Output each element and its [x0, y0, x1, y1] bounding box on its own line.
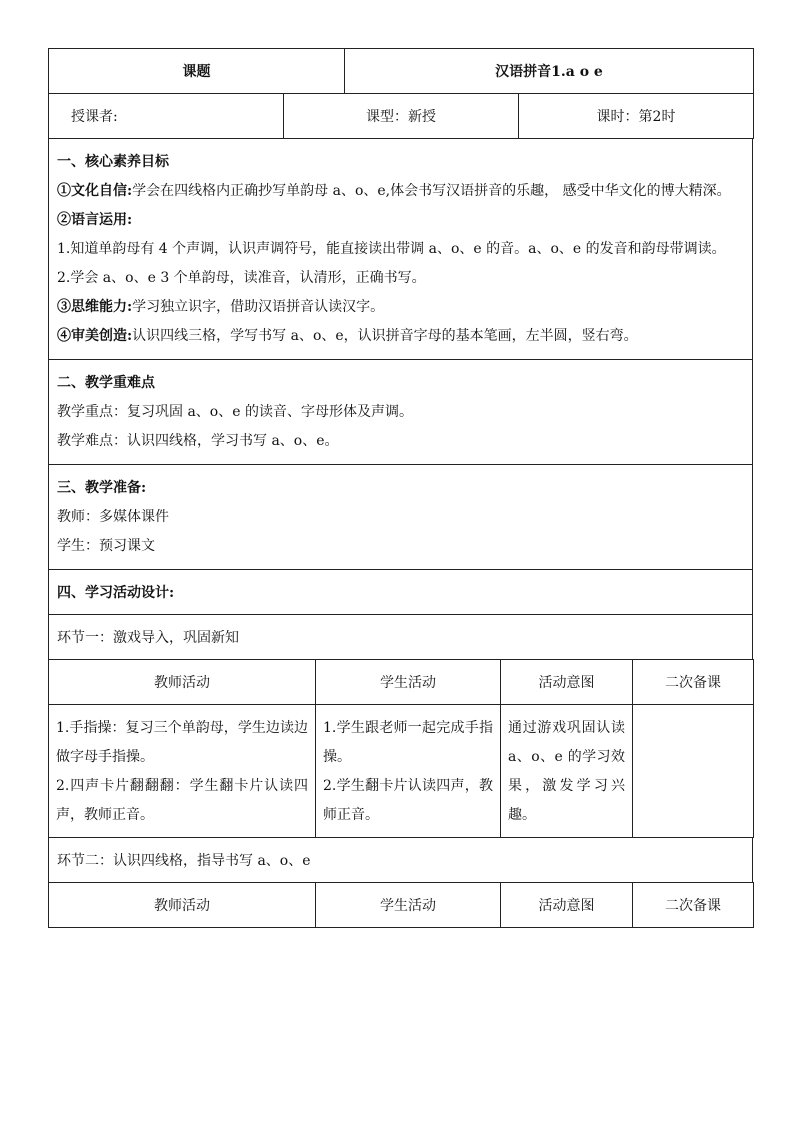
- link1-table: [48, 659, 754, 838]
- section-preparation: [49, 465, 753, 570]
- header-table: [48, 48, 754, 94]
- link2-title-table: [48, 837, 753, 883]
- title-row: [49, 49, 754, 94]
- difficult-point: 教学难点：认识四线格，学习书写 a、o、e。: [57, 433, 339, 449]
- language-item-1: 1.知道单韵母有 4 个声调，认识声调符号，能直接读出带调 a、o、e 的音。a、o、e 的发音和韵母带调读。: [57, 241, 726, 257]
- link1-content-row: [49, 705, 754, 838]
- section-key-points: [49, 360, 753, 465]
- section1-heading: 一、核心素养目标: [57, 154, 169, 170]
- sections-table: [48, 138, 753, 660]
- prep-teacher: 教师：多媒体课件: [57, 509, 169, 525]
- aesthetic-text: 认识四线三格，学写书写 a、o、e，认识拼音字母的基本笔画，左半圆，竖右弯。: [132, 328, 638, 344]
- thinking-text: 学习独立识字，借助汉语拼音认读汉字。: [132, 299, 385, 315]
- student-activity-2: 2.学生翻卡片认读四声，教师正音。: [323, 778, 493, 823]
- culture-goal: [57, 177, 744, 206]
- teacher-activity-cell: [49, 705, 316, 838]
- title-value: 汉语拼音1.a o e: [345, 49, 754, 94]
- teacher-activity-1: 1.手指操：复习三个单韵母，学生边读边做字母手指操。: [56, 720, 308, 765]
- culture-label: ①文化自信:: [57, 183, 133, 199]
- link1-title: 环节一：激戏导入，巩固新知: [49, 615, 753, 660]
- col2-student-activity: 学生活动: [316, 883, 501, 928]
- language-item-2: 2.学会 a、o、e 3 个单韵母，读准音，认清形，正确书写。: [57, 270, 426, 286]
- prep-student: 学生：预习课文: [57, 538, 155, 554]
- col2-teacher-activity: 教师活动: [49, 883, 316, 928]
- intent-cell: [501, 705, 633, 838]
- meta-row: [49, 94, 754, 139]
- link1-row: [49, 615, 753, 660]
- col-teacher-activity: 教师活动: [49, 660, 316, 705]
- meta-table: [48, 93, 754, 139]
- section-activities: [49, 570, 753, 615]
- link2-title: 环节二：认识四线格，指导书写 a、o、e: [49, 838, 753, 883]
- student-activity-1: 1.学生跟老师一起完成手指操。: [323, 720, 493, 765]
- teacher-field: 授课者:: [49, 94, 284, 139]
- link1-header-row: [49, 660, 754, 705]
- aesthetic-goal: [57, 322, 744, 351]
- thinking-label: ③思维能力:: [57, 299, 133, 315]
- title-label: 课题: [49, 49, 345, 94]
- col2-intent: 活动意图: [501, 883, 633, 928]
- intent-text: 通过游戏巩固认读 a、o、e 的学习效果，激发学习兴趣。: [508, 720, 625, 823]
- lesson-period: 课时：第2时: [519, 94, 754, 139]
- link2-header-row: [49, 883, 754, 928]
- second-prep-cell: [633, 705, 754, 838]
- section4-heading: 四、学习活动设计:: [49, 570, 753, 615]
- col-second-prep: 二次备课: [633, 660, 754, 705]
- language-label: ②语言运用:: [57, 212, 133, 228]
- thinking-goal: [57, 293, 744, 322]
- col-intent: 活动意图: [501, 660, 633, 705]
- culture-text: 学会在四线格内正确抄写单韵母 a、o、e,体会书写汉语拼音的乐趣， 感受中华文化的博大精深。: [132, 183, 731, 199]
- lesson-plan-page: [48, 48, 753, 928]
- teacher-activity-2: 2.四声卡片翻翻翻：学生翻卡片认读四声，教师正音。: [56, 778, 308, 823]
- link2-table: [48, 882, 754, 928]
- col2-second-prep: 二次备课: [633, 883, 754, 928]
- key-point: 教学重点：复习巩固 a、o、e 的读音、字母形体及声调。: [57, 404, 413, 420]
- aesthetic-label: ④审美创造:: [57, 328, 133, 344]
- section2-heading: 二、教学重难点: [57, 375, 155, 391]
- student-activity-cell: [316, 705, 501, 838]
- link2-row: [49, 838, 753, 883]
- section-goals: [49, 139, 753, 360]
- lesson-type: 课型：新授: [284, 94, 519, 139]
- section3-heading: 三、教学准备:: [57, 480, 147, 496]
- col-student-activity: 学生活动: [316, 660, 501, 705]
